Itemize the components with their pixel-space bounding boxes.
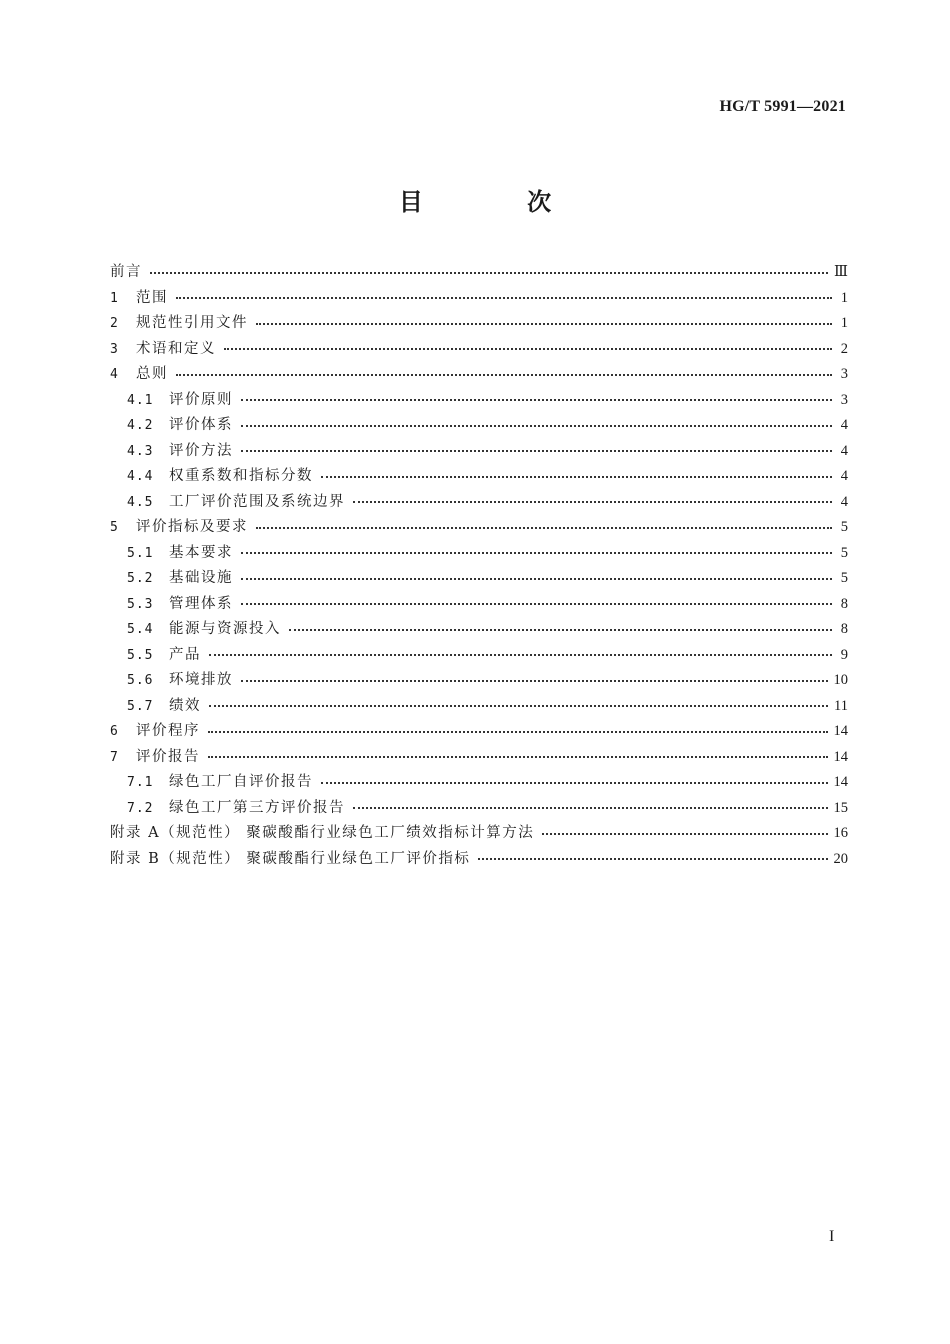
doc-code: HG/T 5991—2021 <box>719 98 846 115</box>
toc-entry-page: 14 <box>833 774 848 790</box>
toc-leader-dots <box>542 833 827 835</box>
toc-entry[interactable] <box>110 541 848 567</box>
toc-entry-page: 16 <box>833 825 848 841</box>
toc-entry[interactable] <box>110 515 848 541</box>
toc-entry[interactable] <box>110 847 848 873</box>
toc-entry[interactable] <box>110 362 848 388</box>
toc-entry-label: 基本要求 <box>169 544 233 561</box>
toc-entry-label: 能源与资源投入 <box>169 621 281 637</box>
toc-entry-page: 5 <box>840 544 848 561</box>
toc-leader-dots <box>241 552 832 554</box>
toc-entry[interactable] <box>110 260 848 286</box>
toc-entry-label: 附录 B（规范性） 聚碳酸酯行业绿色工厂评价指标 <box>110 850 471 867</box>
toc-entry[interactable] <box>110 490 848 516</box>
toc-entry-label: 总则 <box>136 366 168 382</box>
toc-leader-dots <box>241 578 832 580</box>
toc-entry-page: 11 <box>834 697 848 714</box>
toc-entry-label: 评价体系 <box>169 417 233 433</box>
toc-entry-label: 评价报告 <box>136 748 200 765</box>
toc-entry-page: 4 <box>840 417 848 433</box>
toc-entry-page: 5 <box>840 519 848 535</box>
toc-leader-dots <box>176 297 832 299</box>
toc-entry-label: 附录 A（规范性） 聚碳酸酯行业绿色工厂绩效指标计算方法 <box>110 825 535 841</box>
page-number: I <box>829 1228 835 1245</box>
toc-entry-label: 环境排放 <box>169 672 233 688</box>
toc-entry-page: 1 <box>840 315 848 331</box>
toc-entry-label: 工厂评价范围及系统边界 <box>169 493 345 510</box>
toc-leader-dots <box>289 629 832 631</box>
toc-leader-dots <box>241 399 832 401</box>
toc-entry-number: 5 <box>110 520 119 535</box>
toc-entry-page: 5 <box>840 570 848 586</box>
toc-entry-label: 术语和定义 <box>136 340 216 357</box>
toc-entry-number: 4.4 <box>127 469 154 484</box>
toc-entry-page: 9 <box>840 646 848 663</box>
toc-entry-label: 绩效 <box>169 697 201 714</box>
toc-entry-number: 5.1 <box>127 545 154 561</box>
toc-entry-number: 2 <box>110 316 119 331</box>
toc-entry-number: 5.5 <box>127 647 154 663</box>
toc-entry[interactable] <box>110 694 848 720</box>
toc-entry-number: 5.6 <box>127 673 154 688</box>
toc-leader-dots <box>353 807 828 809</box>
toc-entry-page: 8 <box>840 621 848 637</box>
toc-entry-label: 产品 <box>169 646 201 663</box>
toc-entry-number: 7.1 <box>127 775 154 790</box>
toc-leader-dots <box>209 705 828 707</box>
toc-entry-number: 5.7 <box>127 698 154 714</box>
toc-entry-number: 7 <box>110 749 119 765</box>
toc-leader-dots <box>478 858 827 860</box>
toc-entry-page: 2 <box>840 340 848 357</box>
toc-entry-label: 评价程序 <box>136 723 200 739</box>
toc-entry[interactable] <box>110 643 848 669</box>
toc-entry-number: 4 <box>110 367 119 382</box>
toc-entry-number: 4.3 <box>127 443 154 459</box>
toc-entry[interactable] <box>110 592 848 618</box>
toc-entry-page: 4 <box>840 493 848 510</box>
toc-entry-page: 8 <box>840 595 848 612</box>
toc-leader-dots <box>321 476 832 478</box>
toc-entry-label: 评价指标及要求 <box>136 519 248 535</box>
toc-entry[interactable] <box>110 286 848 312</box>
toc-entry-label: 基础设施 <box>169 570 233 586</box>
toc-entry-page: 15 <box>833 799 848 816</box>
toc-leader-dots <box>208 731 828 733</box>
toc-entry-page: 20 <box>833 850 848 867</box>
toc-leader-dots <box>224 348 832 350</box>
toc-entry[interactable] <box>110 745 848 771</box>
toc-entry-number: 4.1 <box>127 392 154 408</box>
toc-entry[interactable] <box>110 337 848 363</box>
toc-leader-dots <box>256 323 832 325</box>
toc-leader-dots <box>208 756 828 758</box>
toc-leader-dots <box>353 501 832 503</box>
toc-entry[interactable] <box>110 719 848 745</box>
toc-leader-dots <box>241 425 832 427</box>
toc-leader-dots <box>150 272 828 274</box>
toc-entry-page: 10 <box>833 672 848 688</box>
toc-entry-label: 规范性引用文件 <box>136 315 248 331</box>
toc-entry-page: Ⅲ <box>834 264 848 280</box>
toc-entry-number: 5.2 <box>127 571 154 586</box>
toc-entry-label: 范围 <box>136 289 168 306</box>
toc-leader-dots <box>209 654 832 656</box>
toc-title: 目 次 <box>398 188 600 216</box>
toc-entry-label: 管理体系 <box>169 595 233 612</box>
toc-entry-page: 14 <box>833 748 848 765</box>
toc-entry-page: 4 <box>840 442 848 459</box>
toc-entry[interactable] <box>110 464 848 490</box>
toc-leader-dots <box>241 680 828 682</box>
toc-entry[interactable] <box>110 668 848 694</box>
toc-entry-number: 1 <box>110 290 119 306</box>
toc-entry[interactable] <box>110 413 848 439</box>
toc-entry-page: 3 <box>840 366 848 382</box>
toc-entry[interactable] <box>110 821 848 847</box>
toc-leader-dots <box>241 603 832 605</box>
toc-entry[interactable] <box>110 439 848 465</box>
toc-entry[interactable] <box>110 617 848 643</box>
toc-entry-number: 3 <box>110 341 119 357</box>
toc-entry[interactable] <box>110 388 848 414</box>
toc-entry[interactable] <box>110 311 848 337</box>
toc-entry[interactable] <box>110 796 848 822</box>
toc-leader-dots <box>256 527 832 529</box>
toc-entry-label: 前言 <box>110 264 142 280</box>
toc-leader-dots <box>241 450 832 452</box>
toc-entry-label: 评价方法 <box>169 442 233 459</box>
toc-entry-page: 1 <box>840 289 848 306</box>
toc-entry-page: 14 <box>833 723 848 739</box>
toc-entry-page: 4 <box>840 468 848 484</box>
toc-entry[interactable] <box>110 566 848 592</box>
toc-entry-number: 6 <box>110 724 119 739</box>
toc-entry[interactable] <box>110 770 848 796</box>
toc-entry-label: 绿色工厂第三方评价报告 <box>169 799 345 816</box>
toc-entry-number: 4.5 <box>127 494 154 510</box>
toc-entry-number: 5.3 <box>127 596 154 612</box>
toc-entry-label: 评价原则 <box>169 391 233 408</box>
toc-entry-page: 3 <box>840 391 848 408</box>
table-of-contents <box>110 260 848 872</box>
toc-entry-number: 5.4 <box>127 622 154 637</box>
toc-leader-dots <box>321 782 828 784</box>
toc-leader-dots <box>176 374 832 376</box>
toc-entry-label: 权重系数和指标分数 <box>169 468 313 484</box>
toc-entry-number: 4.2 <box>127 418 154 433</box>
toc-entry-label: 绿色工厂自评价报告 <box>169 774 313 790</box>
toc-entry-number: 7.2 <box>127 800 154 816</box>
